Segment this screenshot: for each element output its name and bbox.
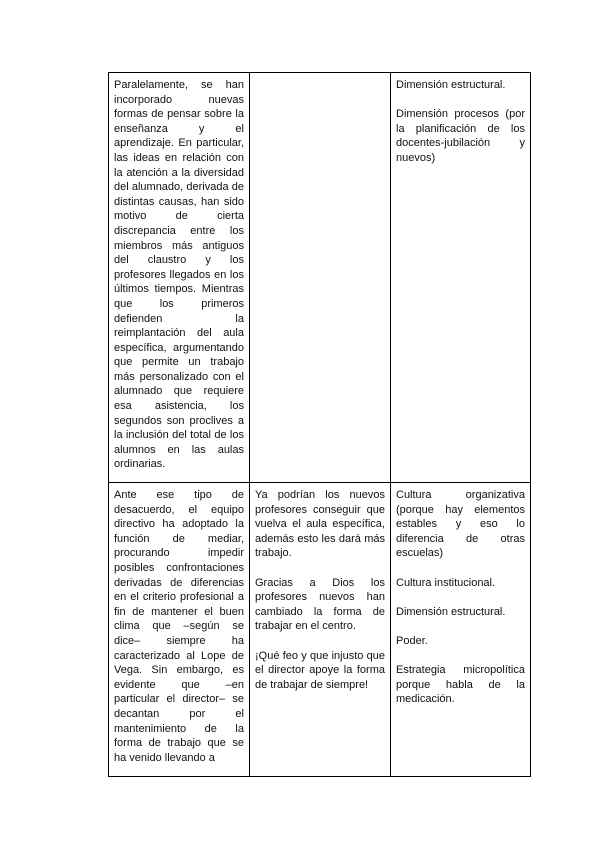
table-cell-comments [250,483,391,777]
table-cell-analysis [391,483,531,777]
analysis-item: Dimensión estructural. [396,79,506,91]
analysis-item: Estrategia micropolítica porque habla de la medicación. [396,664,525,706]
analysis-item: Cultura organizativa (porque hay elementos estables y eso lo diferencia de otras escuelas) [396,489,525,560]
table-cell-analysis [391,73,531,483]
analysis-item: Cultura institucional. [396,576,496,589]
comment-item: Gracias a Dios los profesores nuevos han cambiado la forma de trabajar en el centro. [255,576,385,633]
comment-item: Ya podrían los nuevos profesores conseguir que vuelva el aula específica, además esto les dará más trabajo. [255,489,385,560]
table-row [109,73,531,483]
table-row [109,483,531,777]
analysis-item: Poder. [396,634,428,647]
analysis-item: Dimensión estructural. [396,605,506,618]
comment-item: ¡Qué feo y que injusto que el director apoye la forma de trabajar de siempre! [255,649,385,691]
table-cell-case-text [109,483,250,777]
case-paragraph: Ante ese tipo de desacuerdo, el equipo directivo ha adoptado la función de mediar, procurando impedir posibles confrontaciones derivadas de diferencias en el criterio profesional a fin de mantener el buen clima que –según se dice– siempre ha caracterizado al Lope de Vega. Sin embargo, es evidente que –en particular el director– se decantan por el mantenimiento de la forma de trabajo que se ha venido llevando a [114,489,244,764]
table-cell-comments [250,73,391,483]
table-cell-case-text [109,73,250,483]
case-paragraph: Paralelamente, se han incorporado nuevas formas de pensar sobre la enseñanza y el aprendizaje. En particular, las ideas en relación con la atención a la diversidad del alumnado, derivada de distintas causas, han sido motivo de cierta discrepancia entre los miembros más antiguos del claustro y los profesores llegados en los últimos tiempos. Mientras que los primeros defienden la reimplantación del aula específica, argumentando que permite un trabajo más personalizado con el alumnado que requiere esa asistencia, los segundos son proclives a la inclusión del total de los alumnos en las aulas ordinarias. [114,79,244,471]
analysis-table [108,72,531,777]
analysis-item: Dimensión procesos (por la planificación de los docentes-jubilación y nuevos) [396,108,525,164]
